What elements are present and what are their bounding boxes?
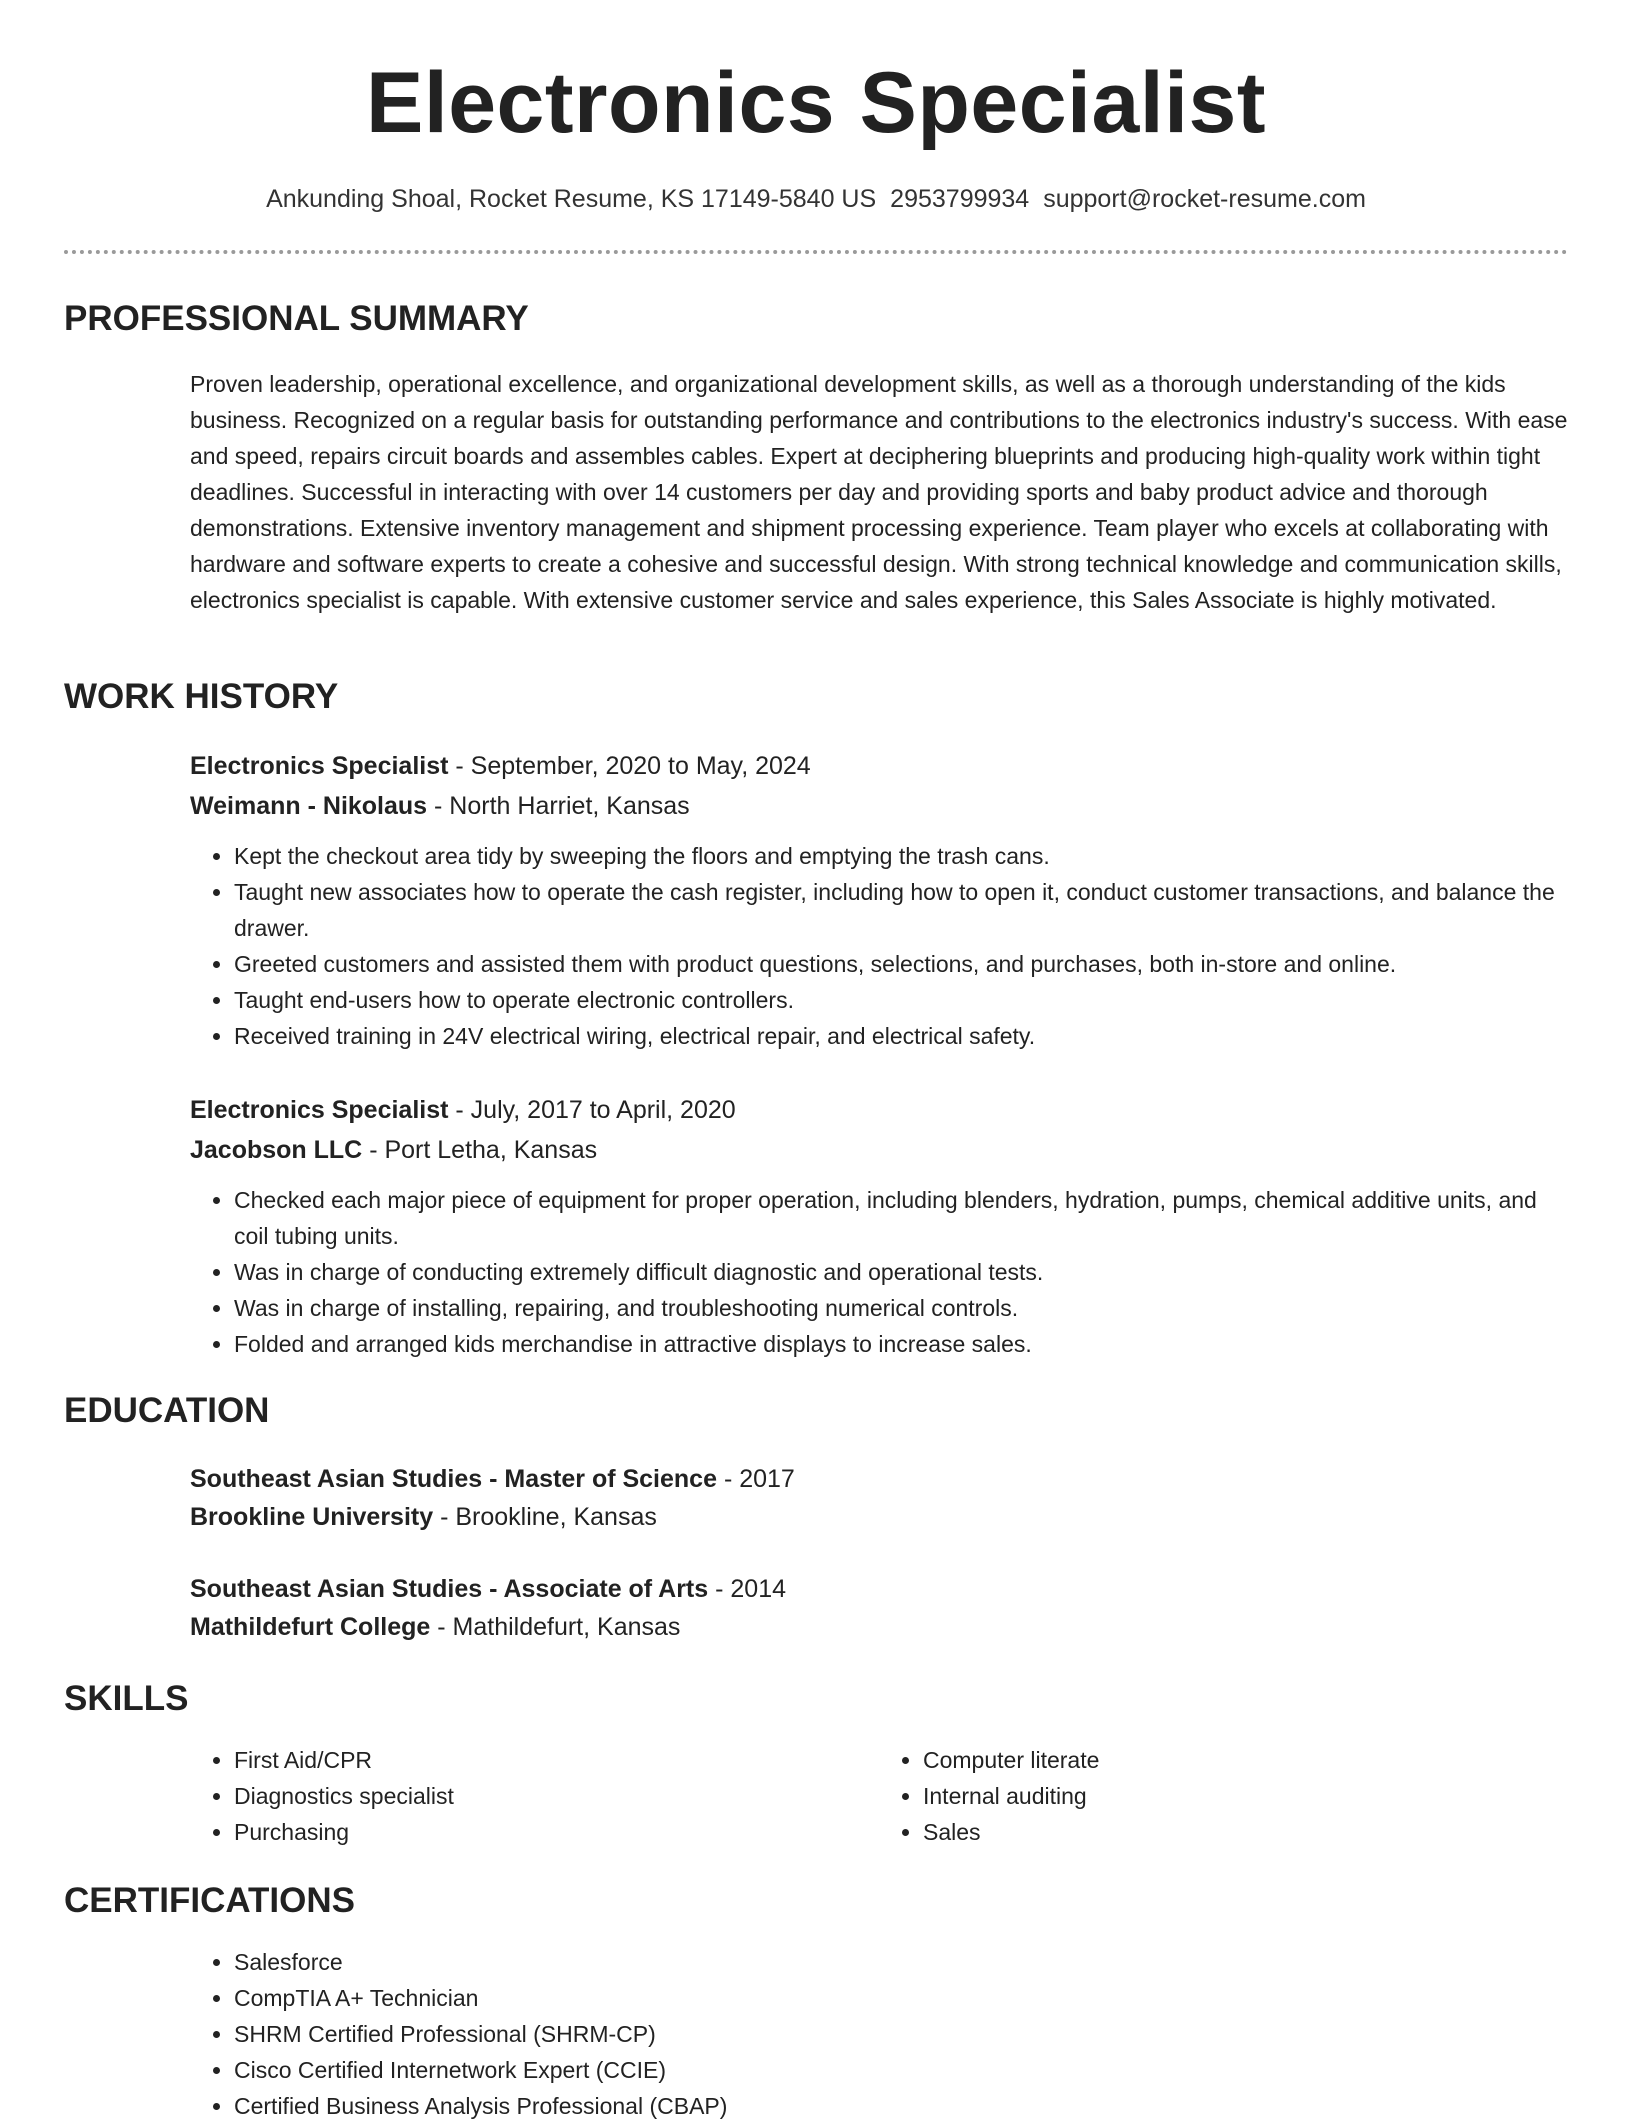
skill-item: • Sales	[923, 1814, 1568, 1850]
job-title-line	[190, 1090, 1568, 1130]
skill-item: • Internal auditing	[923, 1778, 1568, 1814]
job-bullet: • Was in charge of conducting extremely difficult diagnostic and operational tests.	[234, 1254, 1568, 1290]
school-location: - Brookline, Kansas	[433, 1503, 657, 1531]
degree-year: - 2014	[708, 1575, 787, 1603]
job-bullets	[190, 838, 1568, 1054]
skill-item: • Purchasing	[234, 1814, 879, 1850]
job-dates: - September, 2020 to May, 2024	[448, 752, 811, 780]
education-entry	[190, 1570, 1568, 1646]
job-company: Weimann - Nikolaus	[190, 792, 428, 820]
job-bullet: • Checked each major piece of equipment for proper operation, including blenders, hydration, pumps, chemical additive units, and coil tubing units.	[234, 1182, 1568, 1254]
job-bullet: • Was in charge of installing, repairing, and troubleshooting numerical controls.	[234, 1290, 1568, 1326]
work-history-heading: WORK HISTORY	[64, 677, 339, 716]
job-company-line	[190, 786, 1568, 826]
skill-item: • Computer literate	[923, 1742, 1568, 1778]
certification-item: • Certified Business Analysis Professional (CBAP)	[234, 2088, 1568, 2124]
degree-name: Southeast Asian Studies - Master of Science	[190, 1465, 717, 1493]
resume-name: Electronics Specialist	[365, 55, 1267, 151]
certification-item: • Salesforce	[234, 1944, 1568, 1980]
certifications-list	[190, 1944, 1568, 2124]
school-line	[190, 1498, 1568, 1536]
job-bullets	[190, 1182, 1568, 1362]
education-heading: EDUCATION	[64, 1391, 270, 1430]
skills-heading: SKILLS	[64, 1679, 189, 1718]
skill-item: • First Aid/CPR	[234, 1742, 879, 1778]
job-bullet: • Taught end-users how to operate electronic controllers.	[234, 982, 1568, 1018]
skills-list	[190, 1742, 1568, 1850]
job-company-line	[190, 1130, 1568, 1170]
certification-bullets	[190, 1944, 1568, 2124]
school-name: Brookline University	[190, 1503, 434, 1531]
skills-column-right	[879, 1742, 1568, 1850]
degree-line	[190, 1460, 1568, 1498]
summary-heading: PROFESSIONAL SUMMARY	[64, 299, 529, 338]
job-company: Jacobson LLC	[190, 1136, 363, 1164]
skills-column-left	[190, 1742, 879, 1850]
job-role: Electronics Specialist	[190, 1096, 449, 1124]
job-bullet: • Kept the checkout area tidy by sweeping the floors and emptying the trash cans.	[234, 838, 1568, 874]
job-location: - Port Letha, Kansas	[362, 1136, 598, 1164]
degree-line	[190, 1570, 1568, 1608]
degree-name: Southeast Asian Studies - Associate of Arts	[190, 1575, 709, 1603]
school-line	[190, 1608, 1568, 1646]
contact-phone: 2953799934	[890, 185, 1030, 213]
job-bullet: • Taught new associates how to operate the cash register, including how to open it, conduct customer transactions, and balance the drawer.	[234, 874, 1568, 946]
skill-item: • Diagnostics specialist	[234, 1778, 879, 1814]
certification-item: • Cisco Certified Internetwork Expert (CCIE)	[234, 2052, 1568, 2088]
job-dates: - July, 2017 to April, 2020	[448, 1096, 736, 1124]
contact-email: support@rocket-resume.com	[1043, 185, 1366, 213]
contact-address: Ankunding Shoal, Rocket Resume, KS 17149-5840 US	[266, 185, 877, 213]
education-entry	[190, 1460, 1568, 1536]
job-bullet: • Received training in 24V electrical wiring, electrical repair, and electrical safety.	[234, 1018, 1568, 1054]
certification-item: • CompTIA A+ Technician	[234, 1980, 1568, 2016]
job-bullet: • Greeted customers and assisted them with product questions, selections, and purchases, both in-store and online.	[234, 946, 1568, 982]
school-location: - Mathildefurt, Kansas	[430, 1613, 681, 1641]
school-name: Mathildefurt College	[190, 1613, 431, 1641]
job-title-line	[190, 746, 1568, 786]
job-bullet: • Folded and arranged kids merchandise in attractive displays to increase sales.	[234, 1326, 1568, 1362]
header-divider	[64, 250, 1568, 254]
contact-line	[0, 182, 1632, 216]
job-entry	[190, 746, 1568, 1054]
certifications-heading: CERTIFICATIONS	[64, 1881, 356, 1920]
job-role: Electronics Specialist	[190, 752, 449, 780]
summary-text: Proven leadership, operational excellence, and organizational development skills, as well as a thorough understanding of the kids business. Recognized on a regular basis for outstanding performance and contributions to the electronics industry's success. With ease and speed, repairs circuit boards and assembles cables. Expert at deciphering blueprints and producing high-quality work within tight deadlines. Successful in interacting with over 14 customers per day and providing sports and baby product advice and thorough demonstrations. Extensive inventory management and shipment processing experience. Team player who excels at collaborating with hardware and software experts to create a cohesive and successful design. With strong technical knowledge and communication skills, electronics specialist is capable. With extensive customer service and sales experience, this Sales Associate is highly motivated.	[190, 371, 1568, 613]
job-location: - North Harriet, Kansas	[427, 792, 690, 820]
job-entry	[190, 1090, 1568, 1362]
degree-year: - 2017	[717, 1465, 795, 1493]
certification-item: • SHRM Certified Professional (SHRM-CP)	[234, 2016, 1568, 2052]
